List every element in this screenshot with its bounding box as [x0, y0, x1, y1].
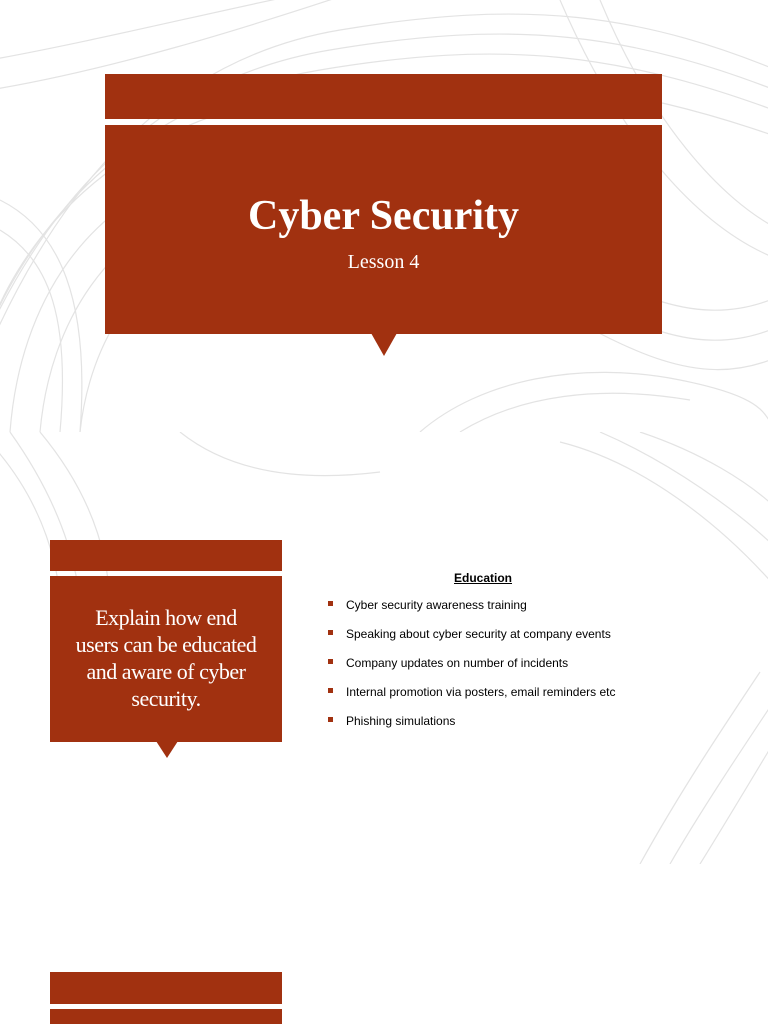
education-bullet-list — [328, 598, 615, 743]
callout-box-pointer — [156, 741, 178, 759]
bullet-square-icon — [328, 659, 333, 664]
next-slide-partial — [0, 864, 768, 1024]
slide-subtitle: Lesson 4 — [347, 251, 420, 273]
list-item: Speaking about cyber security at company events — [328, 627, 615, 656]
list-item: Company updates on number of incidents — [328, 656, 615, 685]
callout-question: Explain how end users can be educated and aware of cyber security. — [75, 605, 257, 711]
callout-top-bar — [50, 540, 282, 571]
bullet-square-icon — [328, 717, 333, 722]
next-callout-top-bar — [50, 972, 282, 1004]
bullet-square-icon — [328, 630, 333, 635]
title-slide — [0, 0, 768, 432]
list-item: Cyber security awareness training — [328, 598, 615, 627]
title-top-bar — [105, 74, 662, 119]
bullet-square-icon — [328, 601, 333, 606]
list-item: Internal promotion via posters, email reminders etc — [328, 685, 615, 714]
education-heading: Education — [454, 571, 513, 585]
bullet-square-icon — [328, 688, 333, 693]
content-slide — [0, 432, 768, 864]
next-callout-box — [50, 1009, 282, 1024]
title-box-pointer — [371, 333, 397, 357]
slide-title: Cyber Security — [247, 193, 519, 239]
list-item: Phishing simulations — [328, 714, 615, 743]
